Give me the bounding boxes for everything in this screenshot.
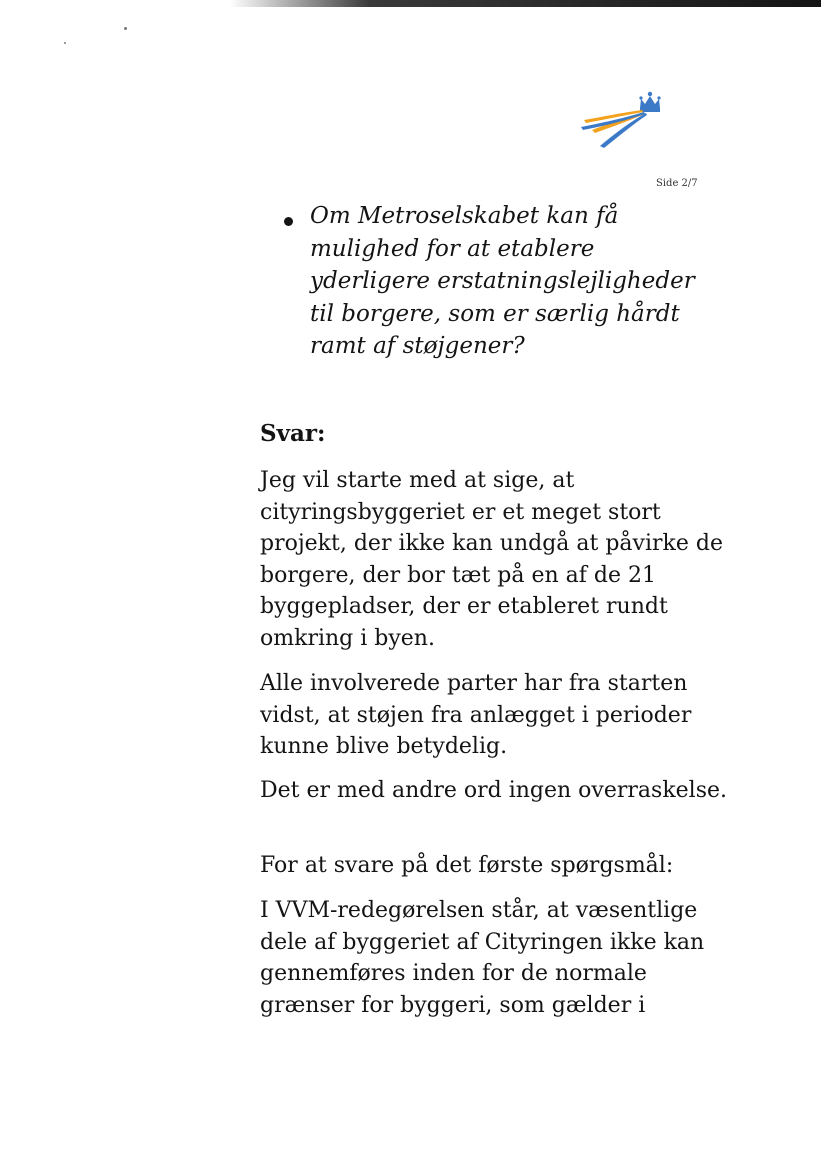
crown-icon [639, 92, 660, 112]
bullet-icon [284, 217, 293, 226]
answer-paragraph: Alle involverede parter har fra starten vidst, at støjen fra anlægget i perioder kunne blive betydelig. [260, 671, 692, 759]
question-text: Om Metroselskabet kan få mulighed for at etablere yderligere erstatningslejligheder til borgere, som er særlig hårdt ramt af støjgener? [310, 203, 695, 359]
answer-paragraph: Jeg vil starte med at sige, at cityringsbyggeriet er et meget stort projekt, der ikke kan undgå at påvirke de borgere, der bor tæt på en af de 21 byggepladser, der er etableret rundt omkring i byen. [260, 468, 723, 651]
answer-paragraph: For at svare på det første spørgsmål: [260, 853, 674, 878]
scan-speck [64, 42, 66, 44]
answer-heading: Svar: [260, 420, 326, 447]
scan-top-edge [0, 0, 821, 7]
crown-ministry-logo [578, 90, 668, 154]
answer-paragraph: Det er med andre ord ingen overraskelse. [260, 778, 728, 803]
scan-speck [124, 27, 127, 30]
answer-paragraph: I VVM-redegørelsen står, at væsentlige dele af byggeriet af Cityringen ikke kan gennemføres inden for de normale grænser for byggeri, som gælder i [260, 898, 705, 1018]
page-number: Side 2/7 [656, 178, 698, 189]
